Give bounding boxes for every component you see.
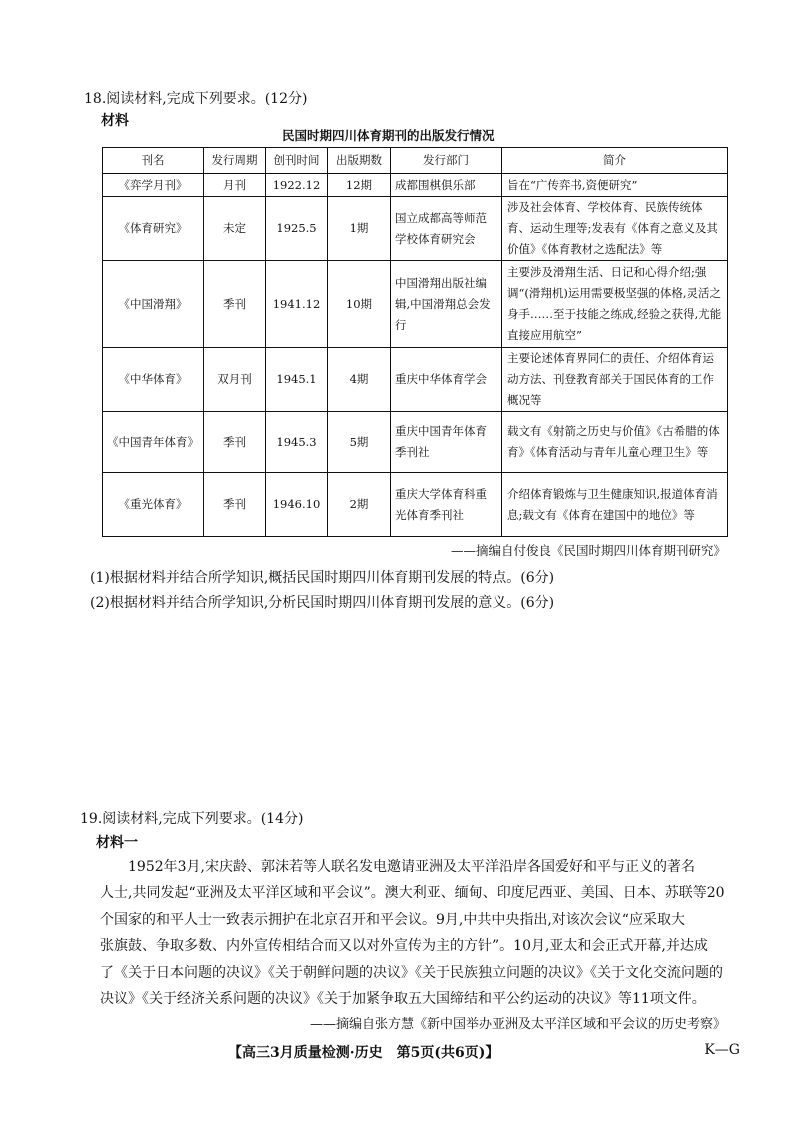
- cell-intro: 载文有《射箭之历史与价值》《古希腊的体育》《体育活动与青年儿童心理卫生》等: [502, 412, 728, 473]
- q19-source: ——摘编自张方慧《新中国举办亚洲及太平洋区域和平会议的历史考察》: [309, 1017, 726, 1032]
- cell-issues: 2期: [328, 473, 391, 537]
- q18-material-label: 材料: [101, 113, 129, 129]
- header-cell: 刊名: [103, 148, 204, 174]
- q19-title: 19.阅读材料,完成下列要求。(14分): [80, 811, 304, 827]
- cell-dept: 重庆中华体育学会: [391, 348, 502, 412]
- cell-intro: 涉及社会体育、学校体育、民族传统体育、运动生理等;发表有《体育之意义及其价值》《体育教材之选配法》等: [502, 197, 728, 261]
- cell-cycle: 未定: [204, 197, 266, 261]
- q18-sub2: (2)根据材料并结合所学知识,分析民国时期四川体育期刊发展的意义。(6分): [90, 595, 555, 611]
- cell-issues: 5期: [328, 412, 391, 473]
- cell-dept: 国立成都高等师范学校体育研究会: [391, 197, 502, 261]
- cell-dept: 重庆大学体育科重光体育季刊社: [391, 473, 502, 537]
- table-row: [103, 348, 728, 412]
- cell-intro: 主要涉及滑翔生活、日记和心得介绍;强调“(滑翔机)运用需要极坚强的体格,灵活之身手……至于技能之练成,经验之获得,尤能直接应用航空”: [502, 261, 728, 348]
- q19-text-line: 张旗鼓、争取多数、内外宣传相结合而又以对外宣传为主的方针”。10月,亚太和会正式开幕,并达成: [100, 938, 708, 954]
- cell-name: 《弈学月刊》: [103, 174, 204, 197]
- cell-dept: 成都围棋俱乐部: [391, 174, 502, 197]
- header-cell: 创刊时间: [266, 148, 328, 174]
- header-cell: 发行部门: [391, 148, 502, 174]
- q19-text-line: 人士,共同发起“亚洲及太平洋区域和平会议”。澳大利亚、缅甸、印度尼西亚、美国、日本、苏联等20: [100, 885, 725, 901]
- cell-issues: 4期: [328, 348, 391, 412]
- cell-name: 《重光体育》: [103, 473, 204, 537]
- cell-name: 《中国青年体育》: [103, 412, 204, 473]
- cell-dept: 重庆中国青年体育季刊社: [391, 412, 502, 473]
- table-title: 民国时期四川体育期刊的出版发行情况: [282, 128, 495, 143]
- header-cell: 发行周期: [204, 148, 266, 174]
- cell-intro: 介绍体育锻炼与卫生健康知识,报道体育消息;载文有《体育在建国中的地位》等: [502, 473, 728, 537]
- cell-cycle: 季刊: [204, 473, 266, 537]
- cell-date: 1945.3: [266, 412, 328, 473]
- q19-text-line: 个国家的和平人士一致表示拥护在北京召开和平会议。9月,中共中央指出,对该次会议“应采取大: [100, 912, 685, 928]
- header-cell: 简介: [502, 148, 728, 174]
- q19-text-line: 决议》《关于经济关系问题的决议》《关于加紧争取五大国缔结和平公约运动的决议》等11项文件。: [100, 991, 706, 1007]
- cell-issues: 10期: [328, 261, 391, 348]
- cell-date: 1941.12: [266, 261, 328, 348]
- cell-name: 《中国滑翔》: [103, 261, 204, 348]
- cell-dept: 中国滑翔出版社编辑,中国滑翔总会发行: [391, 261, 502, 348]
- cell-issues: 12期: [328, 174, 391, 197]
- cell-cycle: 季刊: [204, 412, 266, 473]
- periodicals-table: [102, 147, 728, 537]
- q19-text-line: 了《关于日本问题的决议》《关于朝鲜问题的决议》《关于民族独立问题的决议》《关于文化交流问题的: [100, 965, 723, 981]
- footer-page-info: 【高三3月质量检测·历史 第5页(共6页)】: [228, 1045, 500, 1061]
- cell-cycle: 月刊: [204, 174, 266, 197]
- table-header-row: [103, 148, 728, 174]
- table-row: [103, 473, 728, 537]
- cell-cycle: 季刊: [204, 261, 266, 348]
- cell-issues: 1期: [328, 197, 391, 261]
- cell-date: 1946.10: [266, 473, 328, 537]
- cell-name: 《中华体育》: [103, 348, 204, 412]
- table-row: [103, 174, 728, 197]
- header-cell: 出版期数: [328, 148, 391, 174]
- q18-title: 18.阅读材料,完成下列要求。(12分): [84, 91, 308, 107]
- q18-source: ——摘编自付俊良《民国时期四川体育期刊研究》: [450, 543, 726, 558]
- cell-date: 1922.12: [266, 174, 328, 197]
- table-row: [103, 412, 728, 473]
- cell-intro: 旨在“广传弈书,资便研究”: [502, 174, 728, 197]
- cell-date: 1925.5: [266, 197, 328, 261]
- cell-date: 1945.1: [266, 348, 328, 412]
- footer-code: K—G: [704, 1042, 740, 1058]
- table-row: [103, 261, 728, 348]
- cell-intro: 主要论述体育界同仁的责任、介绍体育运动方法、刊登教育部关于国民体育的工作概况等: [502, 348, 728, 412]
- q19-text-line: 1952年3月,宋庆龄、郭沫若等人联名发电邀请亚洲及太平洋沿岸各国爱好和平与正义的著名: [100, 859, 695, 875]
- q19-material-label: 材料一: [96, 835, 138, 851]
- q18-sub1: (1)根据材料并结合所学知识,概括民国时期四川体育期刊发展的特点。(6分): [90, 570, 555, 586]
- cell-name: 《体育研究》: [103, 197, 204, 261]
- cell-cycle: 双月刊: [204, 348, 266, 412]
- table-row: [103, 197, 728, 261]
